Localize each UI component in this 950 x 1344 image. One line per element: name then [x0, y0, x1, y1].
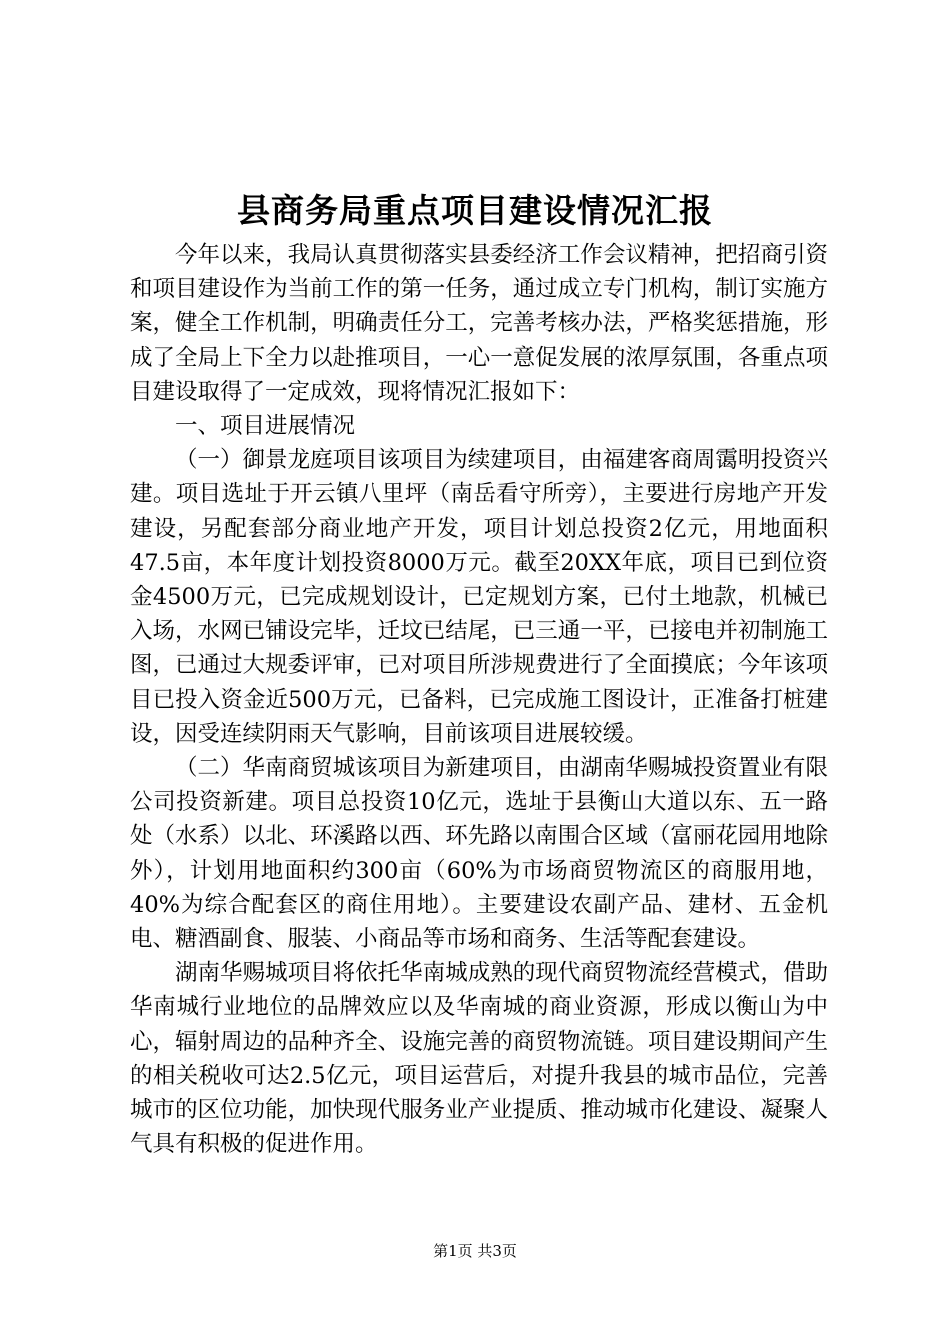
- document-body: [130, 238, 828, 1161]
- paragraph-yujing-longting: （一）御景龙庭项目该项目为续建项目，由福建客商周霭明投资兴建。项目选址于开云镇八里坪（南岳看守所旁），主要进行房地产开发建设，另配套部分商业地产开发，项目计划总投资2亿元，用地面积47.5亩，本年度计划投资8000万元。截至20XX年底，项目已到位资金4500万元，已完成规划设计，已定规划方案，已付土地款，机械已入场，水网已铺设完毕，迁坟已结尾，已三通一平，已接电并初制施工图，已通过大规委评审，已对项目所涉规费进行了全面摸底；今年该项目已投入资金近500万元，已备料，已完成施工图设计，正准备打桩建设，因受连续阴雨天气影响，目前该项目进展较缓。: [130, 447, 828, 747]
- section-heading-project-progress: 一、项目进展情况: [175, 413, 356, 440]
- document-title: 县商务局重点项目建设情况汇报: [237, 191, 713, 230]
- paragraph-huanan-shangmaocheng: （二）华南商贸城该项目为新建项目，由湖南华赐城投资置业有限公司投资新建。项目总投资10亿元，选址于县衡山大道以东、五一路处（水系）以北、环溪路以西、环先路以南围合区域（富丽花园用地除外），计划用地面积约300亩（60%为市场商贸物流区的商服用地，40%为综合配套区的商住用地）。主要建设农副产品、建材、五金机电、糖酒副食、服装、小商品等市场和商务、生活等配套建设。: [130, 755, 828, 953]
- paragraph-huacicheng-project: 湖南华赐城项目将依托华南城成熟的现代商贸物流经营模式，借助华南城行业地位的品牌效应以及华南城的商业资源，形成以衡山为中心，辐射周边的品种齐全、设施完善的商贸物流链。项目建设期间产生的相关税收可达2.5亿元，项目运营后，对提升我县的城市品位，完善城市的区位功能，加快现代服务业产业提质、推动城市化建设、凝聚人气具有积极的促进作用。: [130, 960, 828, 1158]
- intro-paragraph: 今年以来，我局认真贯彻落实县委经济工作会议精神，把招商引资和项目建设作为当前工作的第一任务，通过成立专门机构，制订实施方案，健全工作机制，明确责任分工，完善考核办法，严格奖惩措施，形成了全局上下全力以赴推项目，一心一意促发展的浓厚氛围，各重点项目建设取得了一定成效，现将情况汇报如下：: [130, 242, 828, 405]
- page-number-footer: 第1页 共3页: [433, 1242, 517, 1260]
